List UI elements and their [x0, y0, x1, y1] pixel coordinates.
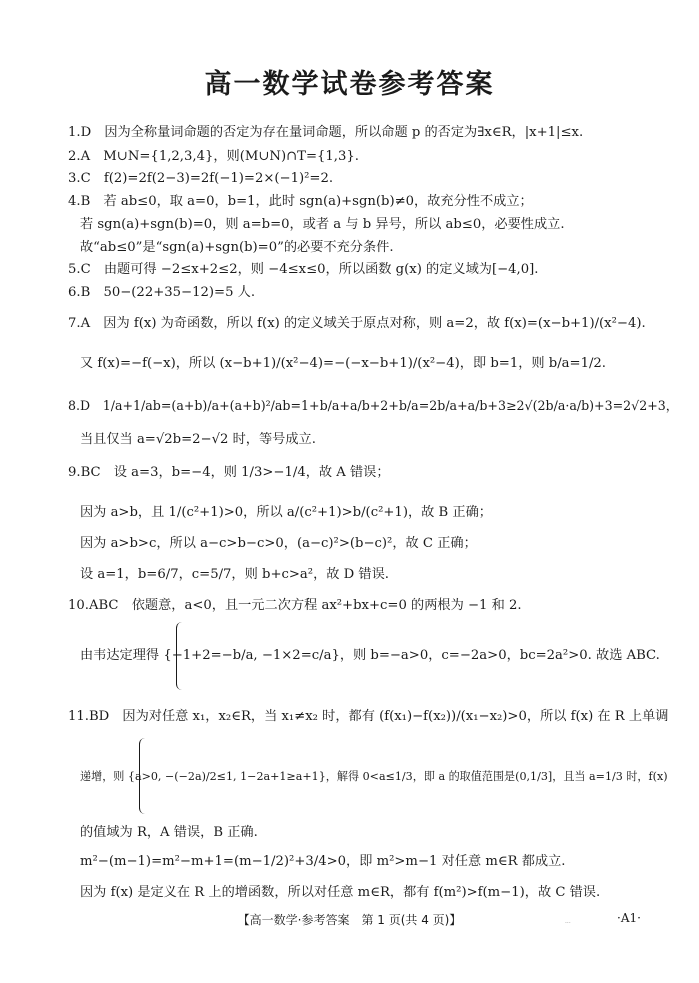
footer-mark: ...: [565, 918, 571, 925]
answer-line: 5.C 由题可得 −2≤x+2≤2，则 −4≤x≤0，所以函数 g(x) 的定义域为[−4,0].: [68, 262, 539, 277]
answer-line: 递增，则 {a>0, −(−2a)/2≤1, 1−2a+1≥a+1}，解得 0<a≤1/3，即 a 的取值范围是(0,1/3]，且当 a=1/3 时，f(x): [80, 770, 668, 783]
answer-line: 8.D 1/a+1/ab=(a+b)/a+(a+b)²/ab=1+b/a+a/b+2+b/a=2b/a+a/b+3≥2√(2b/a·a/b)+3=2√2+3，: [68, 398, 679, 413]
answer-line: 6.B 50−(22+35−12)=5 人.: [68, 285, 256, 300]
page-code: ·A1·: [617, 911, 641, 925]
answer-line: 故“ab≤0”是“sgn(a)+sgn(b)=0”的必要不充分条件.: [80, 240, 394, 255]
answer-line: 9.BC 设 a=3，b=−4，则 1/3>−1/4，故 A 错误；: [68, 465, 390, 480]
answer-line: 的值域为 R，A 错误，B 正确.: [80, 825, 258, 840]
answer-line: 又 f(x)=−f(−x)，所以 (x−b+1)/(x²−4)=−(−x−b+1)/(x²−4)，即 b=1，则 b/a=1/2.: [80, 356, 606, 371]
answer-line: 因为 a>b，且 1/(c²+1)>0，所以 a/(c²+1)>b/(c²+1)，故 B 正确；: [80, 505, 492, 520]
answer-line: 2.A M∪N={1,2,3,4}，则(M∪N)∩T={1,3}.: [68, 149, 359, 164]
answer-line: 10.ABC 依题意，a<0，且一元二次方程 ax²+bx+c=0 的两根为 −1 和 2.: [68, 598, 522, 613]
answer-line: 由韦达定理得 {−1+2=−b/a, −1×2=c/a}，则 b=−a>0，c=−2a>0，bc=2a²>0. 故选 ABC.: [80, 648, 660, 663]
answer-line: 当且仅当 a=√2b=2−√2 时，等号成立.: [80, 432, 316, 447]
answer-line: 设 a=1，b=6/7，c=5/7，则 b+c>a²，故 D 错误.: [80, 567, 389, 582]
answer-line: 3.C f(2)=2f(2−3)=2f(−1)=2×(−1)²=2.: [68, 171, 334, 186]
answer-line: 若 sgn(a)+sgn(b)=0，则 a=b=0，或者 a 与 b 异号，所以 ab≤0，必要性成立.: [80, 217, 565, 232]
page-title: 高一数学试卷参考答案: [204, 69, 495, 100]
answer-line: 4.B 若 ab≤0，取 a=0，b=1，此时 sgn(a)+sgn(b)≠0，故充分性不成立；: [68, 194, 533, 209]
page-footer: 【高一数学·参考答案 第 1 页(共 4 页)】: [237, 913, 462, 927]
answer-line: 因为 f(x) 是定义在 R 上的增函数，所以对任意 m∈R，都有 f(m²)>f(m−1)，故 C 错误.: [80, 885, 601, 900]
answer-line: 11.BD 因为对任意 x₁，x₂∈R，当 x₁≠x₂ 时，都有 (f(x₁)−f(x₂))/(x₁−x₂)>0，所以 f(x) 在 R 上单调: [68, 709, 669, 724]
answer-line: 7.A 因为 f(x) 为奇函数，所以 f(x) 的定义域关于原点对称，则 a=2，故 f(x)=(x−b+1)/(x²−4).: [68, 316, 646, 331]
answer-line: 因为 a>b>c，所以 a−c>b−c>0，(a−c)²>(b−c)²，故 C 正确；: [80, 536, 477, 551]
answer-line: m²−(m−1)=m²−m+1=(m−1/2)²+3/4>0，即 m²>m−1 对任意 m∈R 都成立.: [80, 854, 566, 869]
answer-line: 1.D 因为全称量词命题的否定为存在量词命题，所以命题 p 的否定为∃x∈R，|x+1|≤x.: [68, 125, 584, 140]
